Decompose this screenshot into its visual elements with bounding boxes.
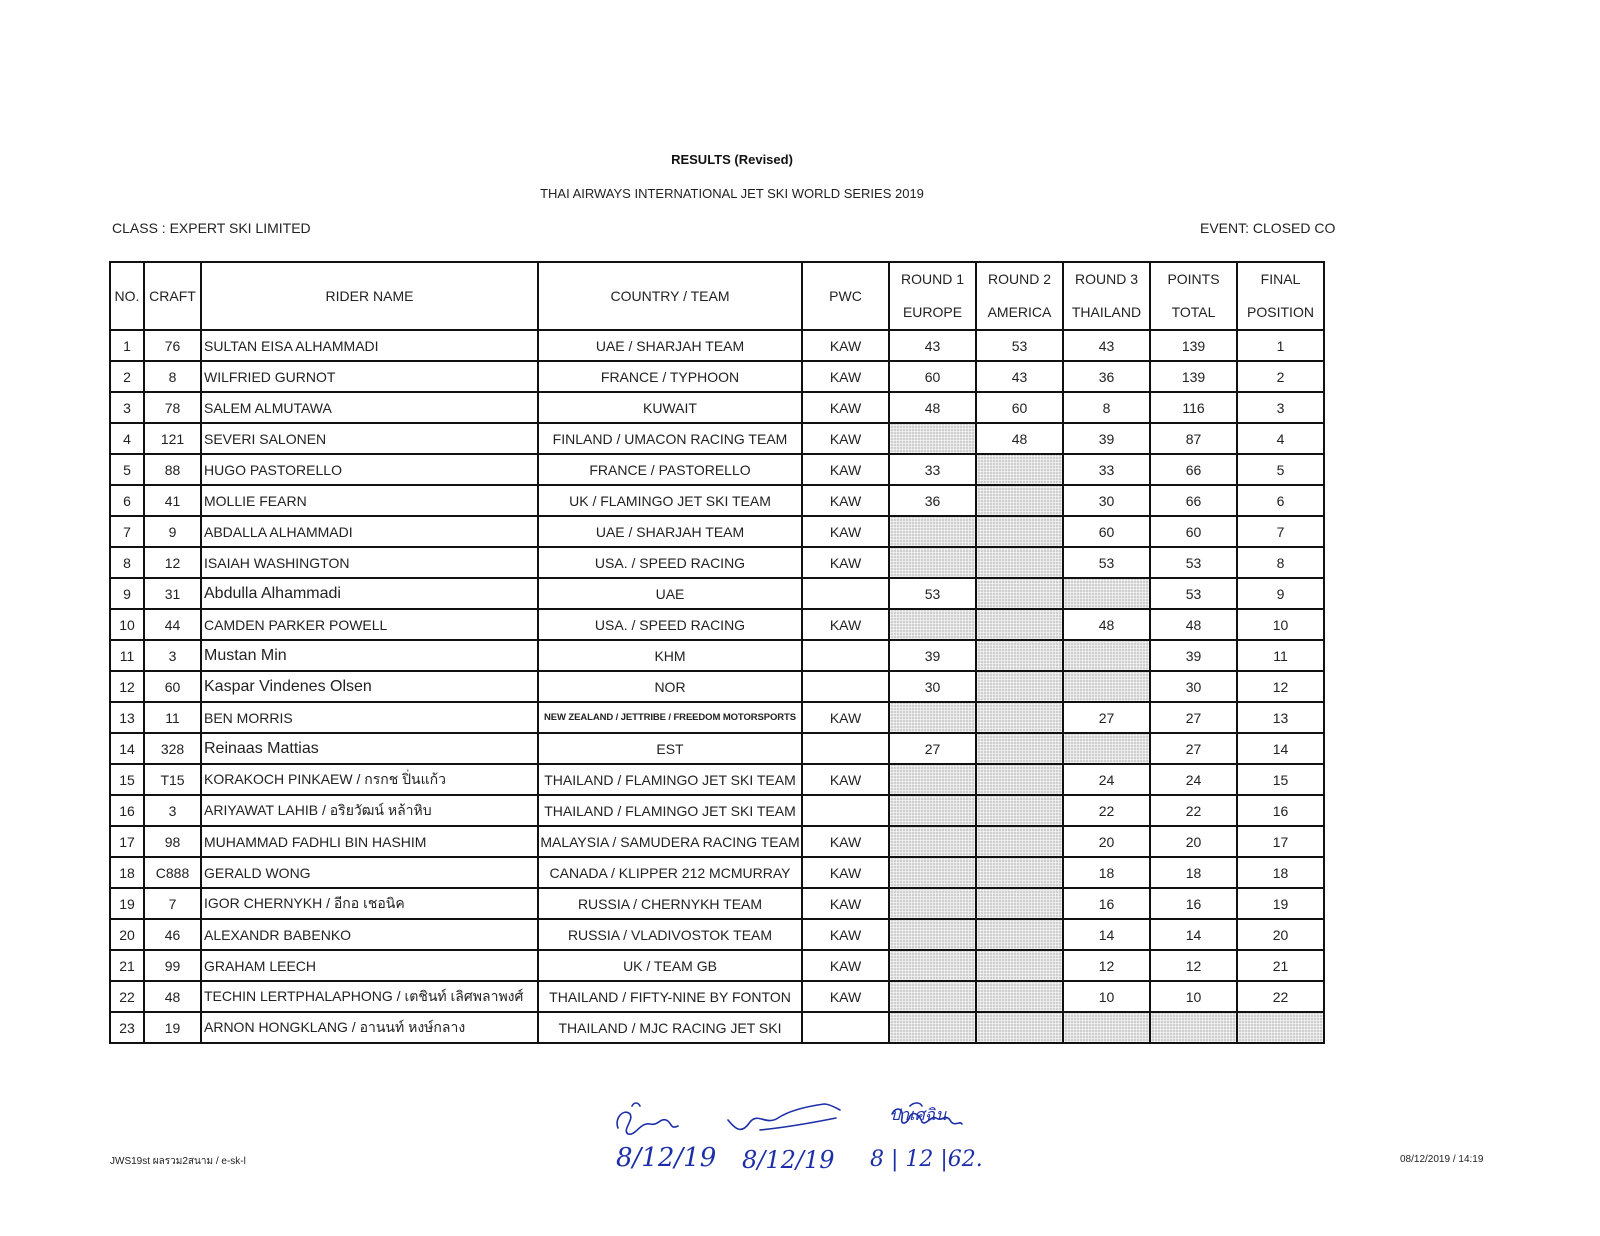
cell-rider-name: CAMDEN PARKER POWELL [201, 609, 538, 640]
cell-round-3: 8 [1063, 392, 1150, 423]
cell-no: 14 [110, 733, 144, 764]
cell-round-2: 53 [976, 330, 1063, 361]
cell-round-1: 43 [889, 330, 976, 361]
cell-pwc: KAW [802, 609, 889, 640]
cell-rider-name: SEVERI SALONEN [201, 423, 538, 454]
cell-final-position: 18 [1237, 857, 1324, 888]
cell-craft: T15 [144, 764, 201, 795]
cell-round-2 [976, 857, 1063, 888]
cell-pwc [802, 578, 889, 609]
cell-final-position: 19 [1237, 888, 1324, 919]
table-row [110, 826, 1324, 857]
cell-pwc: KAW [802, 485, 889, 516]
header-round-2 [976, 262, 1063, 330]
table-row [110, 764, 1324, 795]
table-row [110, 485, 1324, 516]
cell-round-3 [1063, 578, 1150, 609]
cell-round-3: 27 [1063, 702, 1150, 733]
cell-country-team: NOR [538, 671, 802, 702]
table-row [110, 919, 1324, 950]
cell-round-1 [889, 764, 976, 795]
cell-round-2 [976, 795, 1063, 826]
cell-craft: 328 [144, 733, 201, 764]
cell-final-position: 8 [1237, 547, 1324, 578]
cell-no: 10 [110, 609, 144, 640]
table-row [110, 330, 1324, 361]
cell-craft: 78 [144, 392, 201, 423]
table-row [110, 795, 1324, 826]
cell-round-2 [976, 1012, 1063, 1043]
cell-round-2 [976, 981, 1063, 1012]
cell-pwc: KAW [802, 764, 889, 795]
cell-points-total: 87 [1150, 423, 1237, 454]
cell-country-team: KHM [538, 640, 802, 671]
cell-round-1 [889, 516, 976, 547]
cell-round-3: 16 [1063, 888, 1150, 919]
cell-country-team: USA. / SPEED RACING [538, 547, 802, 578]
cell-final-position: 15 [1237, 764, 1324, 795]
header-round-1 [889, 262, 976, 330]
cell-final-position [1237, 1012, 1324, 1043]
cell-craft: 31 [144, 578, 201, 609]
table-row [110, 702, 1324, 733]
header-round-3 [1063, 262, 1150, 330]
cell-pwc [802, 733, 889, 764]
header-round-2-line1: ROUND 2 [987, 271, 1051, 287]
cell-round-1 [889, 423, 976, 454]
header-final-line1: FINAL [1260, 271, 1301, 287]
cell-points-total: 14 [1150, 919, 1237, 950]
cell-round-2 [976, 578, 1063, 609]
table-row [110, 888, 1324, 919]
table-row [110, 733, 1324, 764]
cell-final-position: 6 [1237, 485, 1324, 516]
cell-country-team: UAE [538, 578, 802, 609]
cell-craft: 44 [144, 609, 201, 640]
table-body [110, 330, 1324, 1043]
cell-no: 8 [110, 547, 144, 578]
table-row [110, 392, 1324, 423]
cell-round-3: 60 [1063, 516, 1150, 547]
cell-rider-name: GERALD WONG [201, 857, 538, 888]
cell-pwc: KAW [802, 547, 889, 578]
cell-country-team: KUWAIT [538, 392, 802, 423]
cell-rider-name: ISAIAH WASHINGTON [201, 547, 538, 578]
cell-round-2 [976, 888, 1063, 919]
cell-round-3: 20 [1063, 826, 1150, 857]
cell-rider-name: BEN MORRIS [201, 702, 538, 733]
cell-round-2: 60 [976, 392, 1063, 423]
cell-round-2: 43 [976, 361, 1063, 392]
cell-points-total: 48 [1150, 609, 1237, 640]
header-no: NO. [110, 262, 144, 330]
cell-pwc: KAW [802, 826, 889, 857]
cell-rider-name: Abdulla Alhammadi [201, 578, 538, 609]
cell-pwc: KAW [802, 516, 889, 547]
table-row [110, 857, 1324, 888]
cell-country-team: RUSSIA / CHERNYKH TEAM [538, 888, 802, 919]
cell-round-3: 12 [1063, 950, 1150, 981]
cell-final-position: 14 [1237, 733, 1324, 764]
cell-no: 16 [110, 795, 144, 826]
cell-round-1: 30 [889, 671, 976, 702]
cell-round-2 [976, 516, 1063, 547]
cell-round-2 [976, 671, 1063, 702]
table-row [110, 423, 1324, 454]
cell-round-1 [889, 981, 976, 1012]
cell-country-team: UK / FLAMINGO JET SKI TEAM [538, 485, 802, 516]
cell-rider-name: HUGO PASTORELLO [201, 454, 538, 485]
cell-pwc: KAW [802, 361, 889, 392]
page-title: RESULTS (Revised) [671, 152, 793, 167]
header-round-1-line1: ROUND 1 [900, 271, 964, 287]
cell-no: 2 [110, 361, 144, 392]
cell-no: 20 [110, 919, 144, 950]
cell-craft: 60 [144, 671, 201, 702]
cell-pwc [802, 671, 889, 702]
cell-final-position: 12 [1237, 671, 1324, 702]
cell-round-1: 27 [889, 733, 976, 764]
cell-craft: 76 [144, 330, 201, 361]
cell-round-1: 36 [889, 485, 976, 516]
results-table [109, 261, 1325, 1044]
cell-points-total: 116 [1150, 392, 1237, 423]
cell-round-2 [976, 485, 1063, 516]
cell-round-3: 39 [1063, 423, 1150, 454]
cell-points-total: 18 [1150, 857, 1237, 888]
cell-round-3 [1063, 671, 1150, 702]
cell-craft: 46 [144, 919, 201, 950]
cell-round-2 [976, 702, 1063, 733]
cell-points-total: 12 [1150, 950, 1237, 981]
cell-points-total: 27 [1150, 702, 1237, 733]
table-row [110, 454, 1324, 485]
cell-points-total: 10 [1150, 981, 1237, 1012]
cell-points-total: 53 [1150, 547, 1237, 578]
cell-country-team: THAILAND / FLAMINGO JET SKI TEAM [538, 764, 802, 795]
cell-no: 21 [110, 950, 144, 981]
cell-final-position: 22 [1237, 981, 1324, 1012]
cell-pwc: KAW [802, 919, 889, 950]
cell-points-total: 139 [1150, 361, 1237, 392]
cell-round-1 [889, 609, 976, 640]
cell-no: 12 [110, 671, 144, 702]
cell-no: 13 [110, 702, 144, 733]
cell-round-2 [976, 454, 1063, 485]
cell-final-position: 5 [1237, 454, 1324, 485]
cell-final-position: 1 [1237, 330, 1324, 361]
cell-points-total: 30 [1150, 671, 1237, 702]
cell-rider-name: IGOR CHERNYKH / อีกอ เชอนิค [201, 888, 538, 919]
cell-craft: C888 [144, 857, 201, 888]
cell-round-3: 36 [1063, 361, 1150, 392]
cell-country-team: EST [538, 733, 802, 764]
header-country-team: COUNTRY / TEAM [538, 262, 802, 330]
cell-round-1: 60 [889, 361, 976, 392]
cell-craft: 41 [144, 485, 201, 516]
cell-final-position: 13 [1237, 702, 1324, 733]
signature-3-name: ปาเศฉิน [890, 1105, 947, 1124]
cell-round-1 [889, 547, 976, 578]
cell-country-team: UK / TEAM GB [538, 950, 802, 981]
cell-craft: 12 [144, 547, 201, 578]
cell-round-3: 30 [1063, 485, 1150, 516]
cell-craft: 3 [144, 640, 201, 671]
cell-rider-name: SULTAN EISA ALHAMMADI [201, 330, 538, 361]
table-row [110, 640, 1324, 671]
cell-round-2 [976, 640, 1063, 671]
cell-points-total: 139 [1150, 330, 1237, 361]
event-series-title: THAI AIRWAYS INTERNATIONAL JET SKI WORLD SERIES 2019 [540, 186, 924, 201]
cell-round-2 [976, 764, 1063, 795]
cell-final-position: 21 [1237, 950, 1324, 981]
cell-pwc: KAW [802, 454, 889, 485]
cell-country-team: UAE / SHARJAH TEAM [538, 330, 802, 361]
cell-rider-name: Reinaas Mattias [201, 733, 538, 764]
cell-rider-name: Kaspar Vindenes Olsen [201, 671, 538, 702]
cell-no: 9 [110, 578, 144, 609]
cell-round-2 [976, 609, 1063, 640]
header-rider-name: RIDER NAME [201, 262, 538, 330]
cell-craft: 19 [144, 1012, 201, 1043]
table-row [110, 981, 1324, 1012]
cell-no: 6 [110, 485, 144, 516]
cell-round-2 [976, 733, 1063, 764]
cell-craft: 48 [144, 981, 201, 1012]
cell-rider-name: ALEXANDR BABENKO [201, 919, 538, 950]
cell-no: 11 [110, 640, 144, 671]
cell-country-team: NEW ZEALAND / JETTRIBE / FREEDOM MOTORSPORTS [538, 702, 802, 733]
cell-final-position: 17 [1237, 826, 1324, 857]
cell-round-1 [889, 702, 976, 733]
cell-rider-name: WILFRIED GURNOT [201, 361, 538, 392]
cell-no: 4 [110, 423, 144, 454]
cell-round-1: 53 [889, 578, 976, 609]
cell-craft: 8 [144, 361, 201, 392]
cell-points-total: 66 [1150, 485, 1237, 516]
cell-craft: 7 [144, 888, 201, 919]
cell-round-2 [976, 950, 1063, 981]
cell-no: 7 [110, 516, 144, 547]
cell-pwc [802, 1012, 889, 1043]
cell-round-3 [1063, 733, 1150, 764]
cell-craft: 98 [144, 826, 201, 857]
header-pwc: PWC [802, 262, 889, 330]
cell-final-position: 20 [1237, 919, 1324, 950]
cell-rider-name: Mustan Min [201, 640, 538, 671]
cell-round-1: 48 [889, 392, 976, 423]
cell-final-position: 4 [1237, 423, 1324, 454]
cell-no: 3 [110, 392, 144, 423]
header-points-line1: POINTS [1167, 271, 1220, 287]
cell-points-total: 20 [1150, 826, 1237, 857]
cell-pwc [802, 795, 889, 826]
cell-round-3: 10 [1063, 981, 1150, 1012]
header-points-line2: TOTAL [1171, 304, 1216, 320]
cell-pwc: KAW [802, 330, 889, 361]
cell-no: 15 [110, 764, 144, 795]
cell-pwc: KAW [802, 950, 889, 981]
cell-craft: 11 [144, 702, 201, 733]
table-row [110, 361, 1324, 392]
signature-3-date: 8 | 12 |62. [870, 1147, 983, 1172]
cell-round-3: 48 [1063, 609, 1150, 640]
cell-country-team: FINLAND / UMACON RACING TEAM [538, 423, 802, 454]
cell-no: 18 [110, 857, 144, 888]
header-round-3-line1: ROUND 3 [1074, 271, 1138, 287]
cell-round-2 [976, 919, 1063, 950]
cell-round-3: 33 [1063, 454, 1150, 485]
cell-final-position: 11 [1237, 640, 1324, 671]
signature-2-date: 8/12/19 [742, 1146, 835, 1174]
cell-country-team: RUSSIA / VLADIVOSTOK TEAM [538, 919, 802, 950]
cell-round-1 [889, 919, 976, 950]
cell-round-1 [889, 826, 976, 857]
header-craft: CRAFT [144, 262, 201, 330]
cell-round-1 [889, 950, 976, 981]
cell-country-team: THAILAND / MJC RACING JET SKI [538, 1012, 802, 1043]
cell-round-3: 24 [1063, 764, 1150, 795]
cell-final-position: 9 [1237, 578, 1324, 609]
cell-round-1 [889, 795, 976, 826]
cell-points-total: 24 [1150, 764, 1237, 795]
cell-rider-name: SALEM ALMUTAWA [201, 392, 538, 423]
cell-rider-name: ABDALLA ALHAMMADI [201, 516, 538, 547]
cell-no: 22 [110, 981, 144, 1012]
table-row [110, 578, 1324, 609]
cell-points-total: 16 [1150, 888, 1237, 919]
cell-no: 17 [110, 826, 144, 857]
cell-round-1 [889, 857, 976, 888]
cell-pwc: KAW [802, 423, 889, 454]
cell-pwc: KAW [802, 702, 889, 733]
cell-round-3: 18 [1063, 857, 1150, 888]
cell-final-position: 16 [1237, 795, 1324, 826]
cell-country-team: THAILAND / FIFTY-NINE BY FONTON [538, 981, 802, 1012]
cell-round-2: 48 [976, 423, 1063, 454]
cell-points-total: 22 [1150, 795, 1237, 826]
cell-round-3: 43 [1063, 330, 1150, 361]
table-row [110, 950, 1324, 981]
cell-rider-name: MOLLIE FEARN [201, 485, 538, 516]
footer-file-reference: JWS19st ผลรวม2สนาม / e-sk-l [110, 1156, 246, 1167]
cell-round-1 [889, 888, 976, 919]
signatures [610, 1100, 990, 1185]
cell-no: 5 [110, 454, 144, 485]
cell-round-3: 22 [1063, 795, 1150, 826]
header-round-3-line2: THAILAND [1071, 304, 1142, 320]
header-points-total [1150, 262, 1237, 330]
cell-country-team: UAE / SHARJAH TEAM [538, 516, 802, 547]
cell-final-position: 3 [1237, 392, 1324, 423]
cell-final-position: 2 [1237, 361, 1324, 392]
cell-rider-name: ARIYAWAT LAHIB / อริยวัฒน์ หล้าหิบ [201, 795, 538, 826]
cell-pwc [802, 640, 889, 671]
cell-country-team: FRANCE / TYPHOON [538, 361, 802, 392]
class-label: CLASS : EXPERT SKI LIMITED [112, 220, 311, 236]
cell-pwc: KAW [802, 981, 889, 1012]
signature-ink [610, 1100, 990, 1180]
cell-points-total: 60 [1150, 516, 1237, 547]
cell-country-team: CANADA / KLIPPER 212 MCMURRAY [538, 857, 802, 888]
cell-round-3: 14 [1063, 919, 1150, 950]
cell-round-3 [1063, 1012, 1150, 1043]
cell-final-position: 10 [1237, 609, 1324, 640]
cell-final-position: 7 [1237, 516, 1324, 547]
table-row [110, 547, 1324, 578]
cell-country-team: THAILAND / FLAMINGO JET SKI TEAM [538, 795, 802, 826]
cell-points-total [1150, 1012, 1237, 1043]
cell-craft: 121 [144, 423, 201, 454]
cell-no: 23 [110, 1012, 144, 1043]
signature-1-date: 8/12/19 [616, 1143, 717, 1173]
cell-round-1: 33 [889, 454, 976, 485]
header-round-2-line2: AMERICA [987, 304, 1052, 320]
event-label: EVENT: CLOSED CO [1200, 220, 1336, 236]
cell-pwc: KAW [802, 392, 889, 423]
table-row [110, 609, 1324, 640]
header-final-position [1237, 262, 1324, 330]
header-round-1-line2: EUROPE [902, 304, 963, 320]
footer-timestamp: 08/12/2019 / 14:19 [1400, 1154, 1484, 1165]
cell-pwc: KAW [802, 888, 889, 919]
cell-round-2 [976, 547, 1063, 578]
cell-craft: 3 [144, 795, 201, 826]
cell-points-total: 39 [1150, 640, 1237, 671]
table-row [110, 671, 1324, 702]
cell-round-3 [1063, 640, 1150, 671]
cell-craft: 88 [144, 454, 201, 485]
cell-craft: 9 [144, 516, 201, 547]
cell-round-1: 39 [889, 640, 976, 671]
cell-pwc: KAW [802, 857, 889, 888]
cell-points-total: 27 [1150, 733, 1237, 764]
cell-points-total: 66 [1150, 454, 1237, 485]
cell-rider-name: TECHIN LERTPHALAPHONG / เตชินท์ เลิศพลาพงศ์ [201, 981, 538, 1012]
cell-rider-name: GRAHAM LEECH [201, 950, 538, 981]
cell-points-total: 53 [1150, 578, 1237, 609]
cell-craft: 99 [144, 950, 201, 981]
cell-country-team: MALAYSIA / SAMUDERA RACING TEAM [538, 826, 802, 857]
table-row [110, 1012, 1324, 1043]
header-final-line2: POSITION [1247, 304, 1314, 320]
cell-rider-name: KORAKOCH PINKAEW / กรกช ปิ่นแก้ว [201, 764, 538, 795]
cell-round-3: 53 [1063, 547, 1150, 578]
cell-country-team: USA. / SPEED RACING [538, 609, 802, 640]
cell-rider-name: ARNON HONGKLANG / อานนท์ หงษ์กลาง [201, 1012, 538, 1043]
cell-rider-name: MUHAMMAD FADHLI BIN HASHIM [201, 826, 538, 857]
cell-country-team: FRANCE / PASTORELLO [538, 454, 802, 485]
table-header-row [110, 262, 1324, 330]
cell-round-2 [976, 826, 1063, 857]
cell-no: 1 [110, 330, 144, 361]
cell-round-1 [889, 1012, 976, 1043]
table-row [110, 516, 1324, 547]
cell-no: 19 [110, 888, 144, 919]
